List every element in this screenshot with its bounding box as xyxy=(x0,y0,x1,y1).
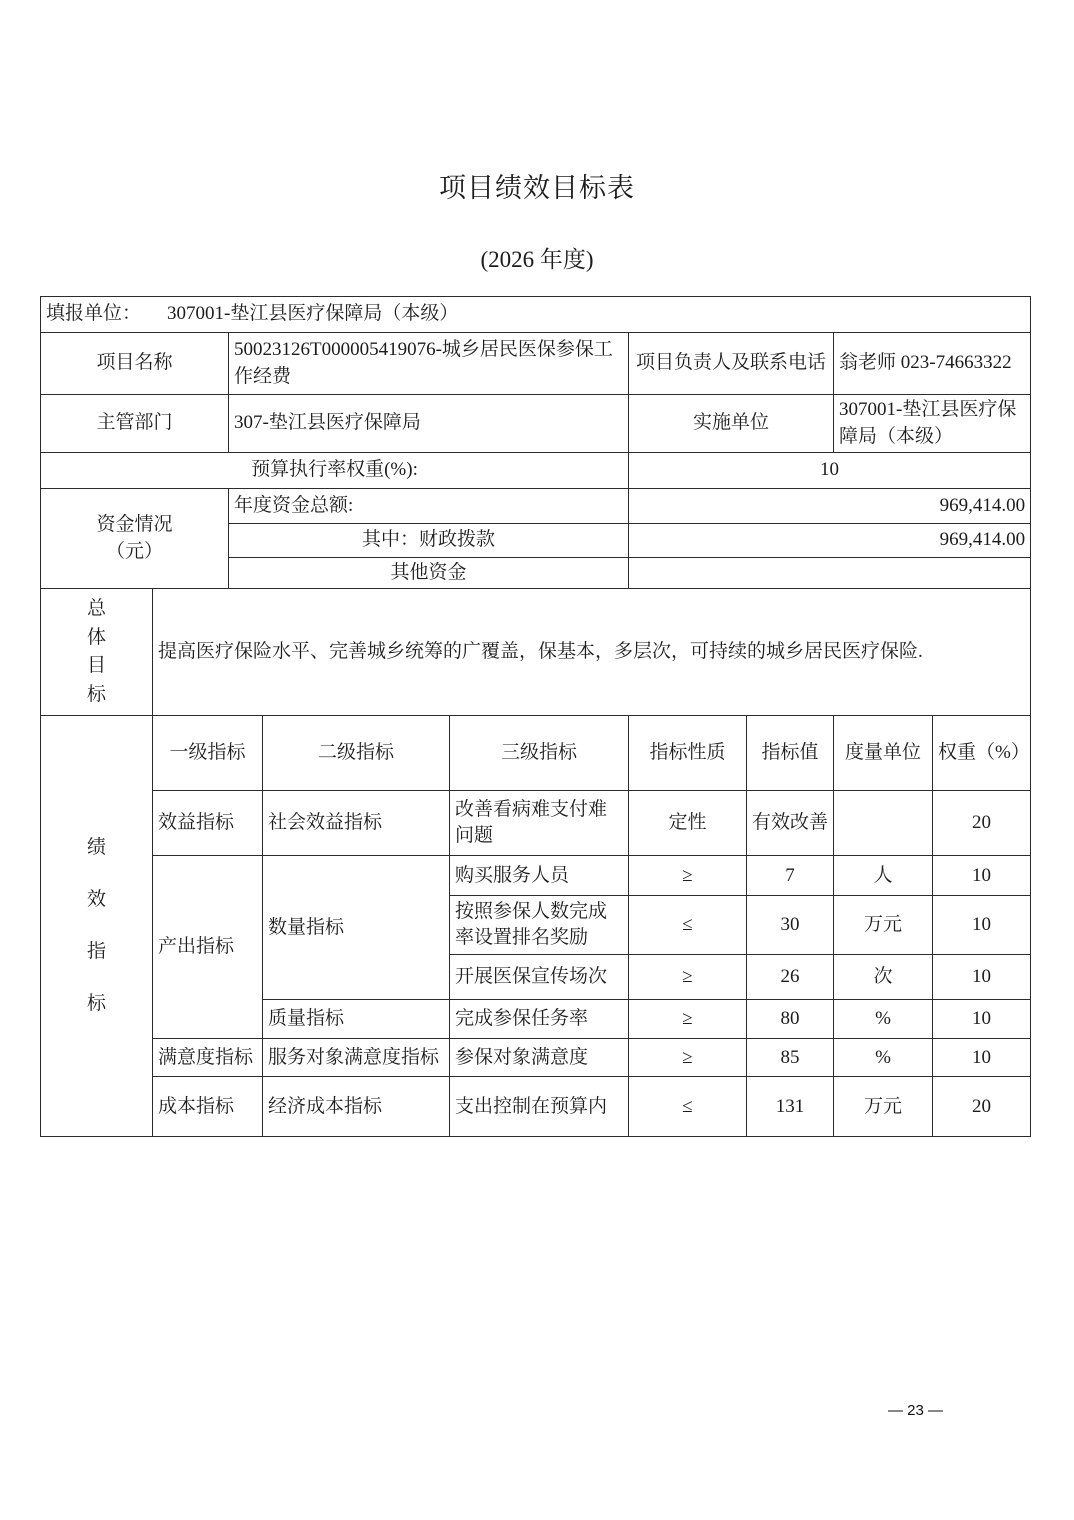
performance-side-label-cell xyxy=(41,716,153,1137)
impl-unit-label: 实施单位 xyxy=(629,395,834,453)
level3-cell: 购买服务人员 xyxy=(450,856,629,896)
budget-rate-value: 10 xyxy=(629,453,1031,489)
level2-quality: 质量指标 xyxy=(263,1000,450,1039)
weight-cell: 10 xyxy=(933,955,1031,1000)
header-unit: 度量单位 xyxy=(834,716,933,791)
value-cell: 26 xyxy=(747,955,834,1000)
weight-cell: 20 xyxy=(933,1077,1031,1137)
page-subtitle: (2026 年度) xyxy=(480,247,594,272)
unit-cell: 人 xyxy=(834,856,933,896)
value-cell: 有效改善 xyxy=(747,791,834,856)
level1-satisfaction: 满意度指标 xyxy=(153,1039,263,1077)
level2-quantity: 数量指标 xyxy=(263,856,450,1000)
header-level2: 二级指标 xyxy=(263,716,450,791)
impl-unit-value: 307001-垫江县医疗保障局（本级） xyxy=(834,395,1031,453)
overall-goal-label: 总体目标 xyxy=(86,598,106,705)
header-nature: 指标性质 xyxy=(629,716,747,791)
weight-cell: 10 xyxy=(933,856,1031,896)
nature-cell: ≤ xyxy=(629,1077,747,1137)
funds-group-label-line2: （元） xyxy=(105,540,163,562)
nature-cell: ≥ xyxy=(629,1039,747,1077)
level1-benefit: 效益指标 xyxy=(153,791,263,856)
level1-cost: 成本指标 xyxy=(153,1077,263,1137)
level3-cell: 完成参保任务率 xyxy=(450,1000,629,1039)
contact-label: 项目负责人及联系电话 xyxy=(629,333,834,395)
header-value: 指标值 xyxy=(747,716,834,791)
weight-cell: 10 xyxy=(933,896,1031,955)
unit-cell: 万元 xyxy=(834,896,933,955)
unit-cell: % xyxy=(834,1000,933,1039)
level3-cell: 按照参保人数完成率设置排名奖励 xyxy=(450,896,629,955)
weight-cell: 10 xyxy=(933,1000,1031,1039)
nature-cell: ≥ xyxy=(629,955,747,1000)
funds-fiscal-label: 其中：财政拨款 xyxy=(229,524,629,558)
page-title: 项目绩效目标表 xyxy=(439,173,635,203)
level3-cell: 支出控制在预算内 xyxy=(450,1077,629,1137)
value-cell: 30 xyxy=(747,896,834,955)
weight-cell: 10 xyxy=(933,1039,1031,1077)
indicator-row xyxy=(41,1039,1031,1077)
report-unit-cell xyxy=(41,297,1031,333)
funds-group-label-line1: 资金情况 xyxy=(96,514,173,536)
report-unit-value: 307001-垫江县医疗保障局（本级） xyxy=(167,303,459,325)
indicator-row xyxy=(41,791,1031,856)
funds-other-value xyxy=(629,558,1031,589)
level2-economic: 经济成本指标 xyxy=(263,1077,450,1137)
level1-output: 产出指标 xyxy=(153,856,263,1039)
overall-goal-text: 提高医疗保险水平、完善城乡统筹的广覆盖，保基本，多层次，可持续的城乡居民医疗保险. xyxy=(153,589,1031,716)
funds-total-value: 969,414.00 xyxy=(629,489,1031,524)
unit-cell: % xyxy=(834,1039,933,1077)
header-weight: 权重（%） xyxy=(933,716,1031,791)
page-number: — 23 — xyxy=(888,1402,944,1419)
nature-cell: 定性 xyxy=(629,791,747,856)
dept-label: 主管部门 xyxy=(41,395,229,453)
dept-value: 307-垫江县医疗保障局 xyxy=(229,395,629,453)
level3-cell: 参保对象满意度 xyxy=(450,1039,629,1077)
indicator-row xyxy=(41,856,1031,896)
funds-fiscal-value: 969,414.00 xyxy=(629,524,1031,558)
funds-group-cell xyxy=(41,489,229,589)
unit-cell: 次 xyxy=(834,955,933,1000)
report-unit-label: 填报单位： xyxy=(46,303,142,325)
unit-cell xyxy=(834,791,933,856)
value-cell: 80 xyxy=(747,1000,834,1039)
performance-target-table xyxy=(40,296,1031,1137)
level2-social: 社会效益指标 xyxy=(263,791,450,856)
header-level1: 一级指标 xyxy=(153,716,263,791)
indicator-row xyxy=(41,1077,1031,1137)
funds-other-label: 其他资金 xyxy=(229,558,629,589)
nature-cell: ≥ xyxy=(629,856,747,896)
project-name-label: 项目名称 xyxy=(41,333,229,395)
level3-cell: 开展医保宣传场次 xyxy=(450,955,629,1000)
weight-cell: 20 xyxy=(933,791,1031,856)
value-cell: 7 xyxy=(747,856,834,896)
funds-total-label: 年度资金总额: xyxy=(229,489,629,524)
project-name-value: 50023126T000005419076-城乡居民医保参保工作经费 xyxy=(229,333,629,395)
level3-cell: 改善看病难支付难问题 xyxy=(450,791,629,856)
performance-side-label: 绩效指标 xyxy=(86,836,106,1015)
level2-service: 服务对象满意度指标 xyxy=(263,1039,450,1077)
value-cell: 85 xyxy=(747,1039,834,1077)
contact-value: 翁老师 023-74663322 xyxy=(834,333,1031,395)
header-level3: 三级指标 xyxy=(450,716,629,791)
nature-cell: ≥ xyxy=(629,1000,747,1039)
unit-cell: 万元 xyxy=(834,1077,933,1137)
overall-goal-label-cell xyxy=(41,589,153,716)
value-cell: 131 xyxy=(747,1077,834,1137)
nature-cell: ≤ xyxy=(629,896,747,955)
budget-rate-label: 预算执行率权重(%): xyxy=(41,453,629,489)
